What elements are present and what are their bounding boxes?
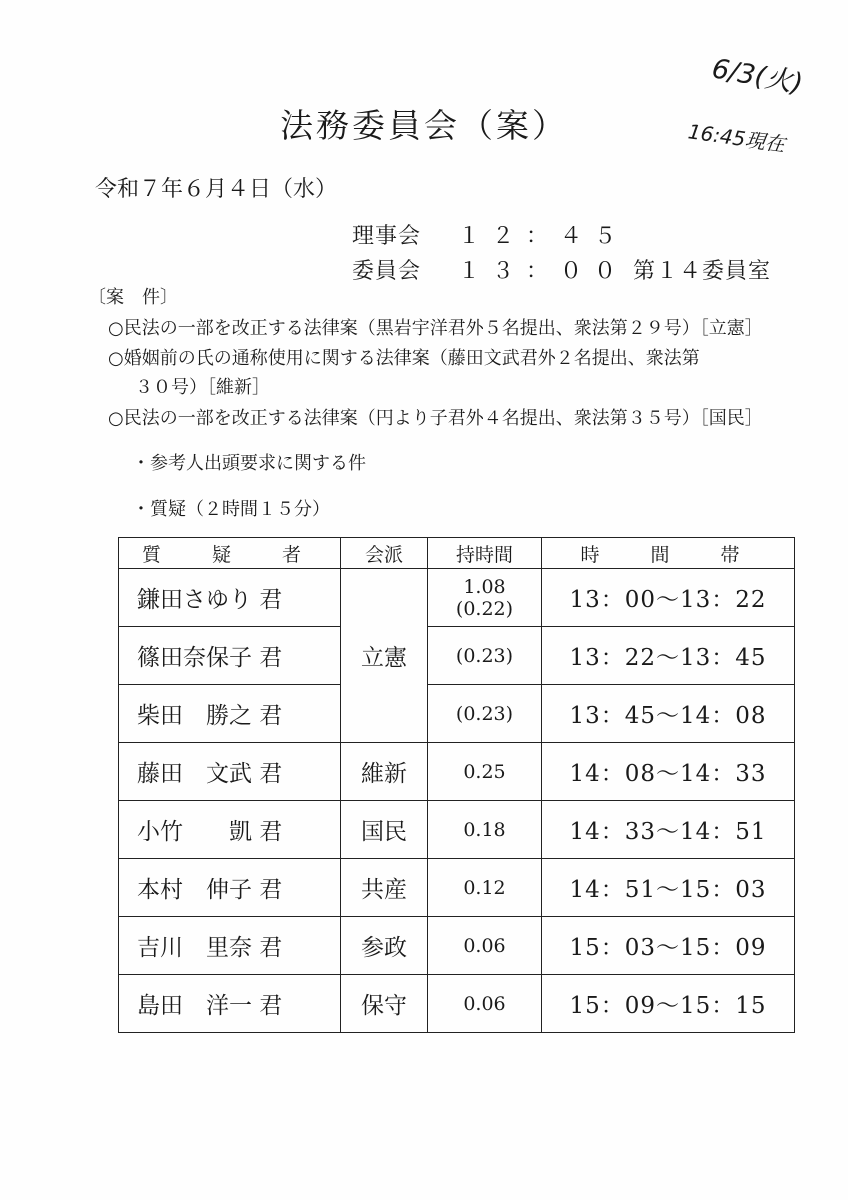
allotted-time: 0.12	[428, 859, 542, 917]
party-name: 共産	[341, 859, 428, 917]
allotted-time: 0.06	[428, 917, 542, 975]
table-row	[119, 685, 795, 743]
allotted-time: (0.23)	[428, 685, 542, 743]
allotted-time-individual: (0.22)	[455, 597, 514, 620]
questioner-name: 篠田奈保子 君	[119, 627, 341, 685]
meeting-room: 第１４委員室	[633, 259, 772, 284]
party-name: 維新	[341, 743, 428, 801]
header-party: 会派	[341, 538, 428, 569]
time-slot: 15：03～15：09	[542, 917, 795, 975]
questioner-name: 小竹 凱 君	[119, 801, 341, 859]
sub-item: ・質疑（２時間１５分）	[132, 499, 330, 520]
committee-meeting-time: １３：００	[458, 259, 629, 284]
questioner-name: 藤田 文武 君	[119, 743, 341, 801]
header-allotted-time: 持時間	[428, 538, 542, 569]
table-row	[119, 569, 795, 627]
time-slot: 14：51～15：03	[542, 859, 795, 917]
directors-meeting-label: 理事会	[352, 224, 422, 249]
table-row	[119, 859, 795, 917]
allotted-time: 0.06	[428, 975, 542, 1033]
table-header-row	[119, 538, 795, 569]
table-row	[119, 801, 795, 859]
agenda-heading: 〔案 件〕	[88, 287, 178, 308]
table-row	[119, 917, 795, 975]
agenda-item: ○民法の一部を改正する法律案（円より子君外４名提出、衆法第３５号）［国民］	[108, 408, 763, 429]
questioner-name: 本村 伸子 君	[119, 859, 341, 917]
directors-meeting-time: １２：４５	[458, 224, 629, 249]
handwritten-note: 16:45現在	[686, 119, 787, 157]
time-slot: 13：00～13：22	[542, 569, 795, 627]
time-slot: 14：08～14：33	[542, 743, 795, 801]
header-time-slot: 時 間 帯	[542, 538, 795, 569]
header-questioner: 質 疑 者	[119, 538, 341, 569]
questioner-name: 鎌田さゆり 君	[119, 569, 341, 627]
questioner-name: 吉川 里奈 君	[119, 917, 341, 975]
agenda-item-continuation: ３０号）［維新］	[135, 377, 270, 398]
party-name: 保守	[341, 975, 428, 1033]
table-row	[119, 975, 795, 1033]
table-row	[119, 743, 795, 801]
time-slot: 15：09～15：15	[542, 975, 795, 1033]
document-title: 法務委員会（案）	[280, 106, 568, 145]
time-slot: 13：22～13：45	[542, 627, 795, 685]
allotted-time: 0.18	[428, 801, 542, 859]
time-slot: 13：45～14：08	[542, 685, 795, 743]
sub-item: ・参考人出頭要求に関する件	[132, 453, 366, 474]
allotted-time-total: 1.08	[463, 575, 506, 598]
party-name: 立憲	[341, 569, 428, 743]
meeting-date: 令和７年６月４日（水）	[95, 177, 338, 202]
party-name: 国民	[341, 801, 428, 859]
time-slot: 14：33～14：51	[542, 801, 795, 859]
committee-meeting-label: 委員会	[352, 259, 422, 284]
agenda-item: ○民法の一部を改正する法律案（黒岩宇洋君外５名提出、衆法第２９号）［立憲］	[108, 318, 763, 339]
allotted-time: (0.23)	[428, 627, 542, 685]
table-row	[119, 627, 795, 685]
agenda-item: ○婚姻前の氏の通称使用に関する法律案（藤田文武君外２名提出、衆法第	[108, 348, 700, 369]
handwritten-date: 6/3(火)	[709, 53, 806, 100]
party-name: 参政	[341, 917, 428, 975]
allotted-time: 0.25	[428, 743, 542, 801]
questioning-schedule-table	[118, 537, 795, 1033]
allotted-time	[428, 569, 542, 627]
questioner-name: 島田 洋一 君	[119, 975, 341, 1033]
questioner-name: 柴田 勝之 君	[119, 685, 341, 743]
